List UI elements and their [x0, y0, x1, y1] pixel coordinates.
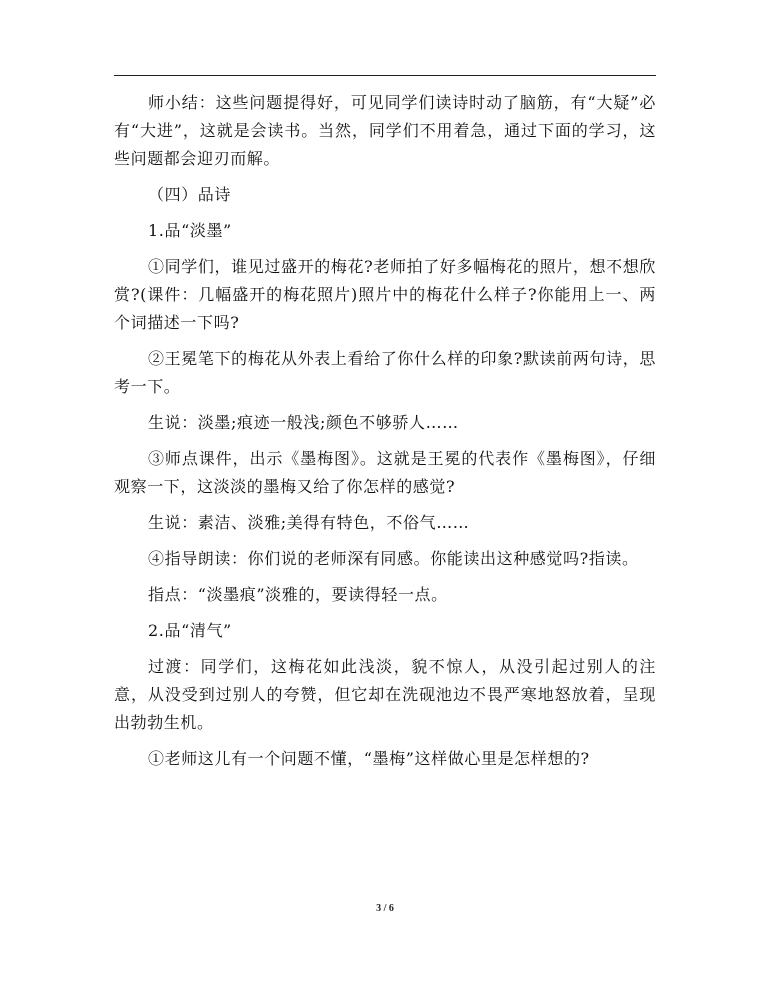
- paragraph-step-3: ③师点课件，出示《墨梅图》。这就是王冕的代表作《墨梅图》，仔细观察一下，这淡淡的墨梅又给了你怎样的感觉?: [114, 449, 656, 496]
- header-rule: [114, 75, 656, 76]
- paragraph-question: ①老师这儿有一个问题不懂，“墨梅”这样做心里是怎样想的?: [148, 749, 590, 768]
- paragraph-step-4: ④指导朗读：你们说的老师深有同感。你能读出这种感觉吗?指读。: [148, 549, 639, 568]
- subheading-qingqi: 2.品“清气”: [148, 621, 232, 640]
- paragraph-student-answer-1: 生说：淡墨;痕迹一般浅;颜色不够骄人……: [148, 413, 459, 432]
- paragraph-guidance: 指点：“淡墨痕”淡雅的，要读得轻一点。: [148, 585, 448, 604]
- paragraph-transition: 过渡：同学们，这梅花如此浅淡，貌不惊人，从没引起过别人的注意，从没受到过别人的夸赞，但它却在洗砚池边不畏严寒地怒放着，呈现出勃勃生机。: [114, 657, 656, 732]
- paragraph-step-2: ②王冕笔下的梅花从外表上看给了你什么样的印象?默读前两句诗，思考一下。: [114, 349, 656, 396]
- section-heading-pinshi: （四）品诗: [148, 185, 232, 204]
- page-number: 3 / 6: [376, 903, 394, 914]
- paragraph-student-answer-2: 生说：素洁、淡雅;美得有特色，不俗气……: [148, 513, 470, 532]
- paragraph-step-1: ①同学们，谁见过盛开的梅花?老师拍了好多幅梅花的照片，想不想欣赏?(课件：几幅盛开的梅花照片)照片中的梅花什么样子?你能用上一、两个词描述一下吗?: [114, 257, 656, 332]
- document-body: [114, 89, 656, 773]
- paragraph-summary: 师小结：这些问题提得好，可见同学们读诗时动了脑筋，有“大疑”必有“大进”，这就是会读书。当然，同学们不用着急，通过下面的学习，这些问题都会迎刃而解。: [114, 93, 656, 168]
- subheading-danmo: 1.品“淡墨”: [148, 221, 232, 240]
